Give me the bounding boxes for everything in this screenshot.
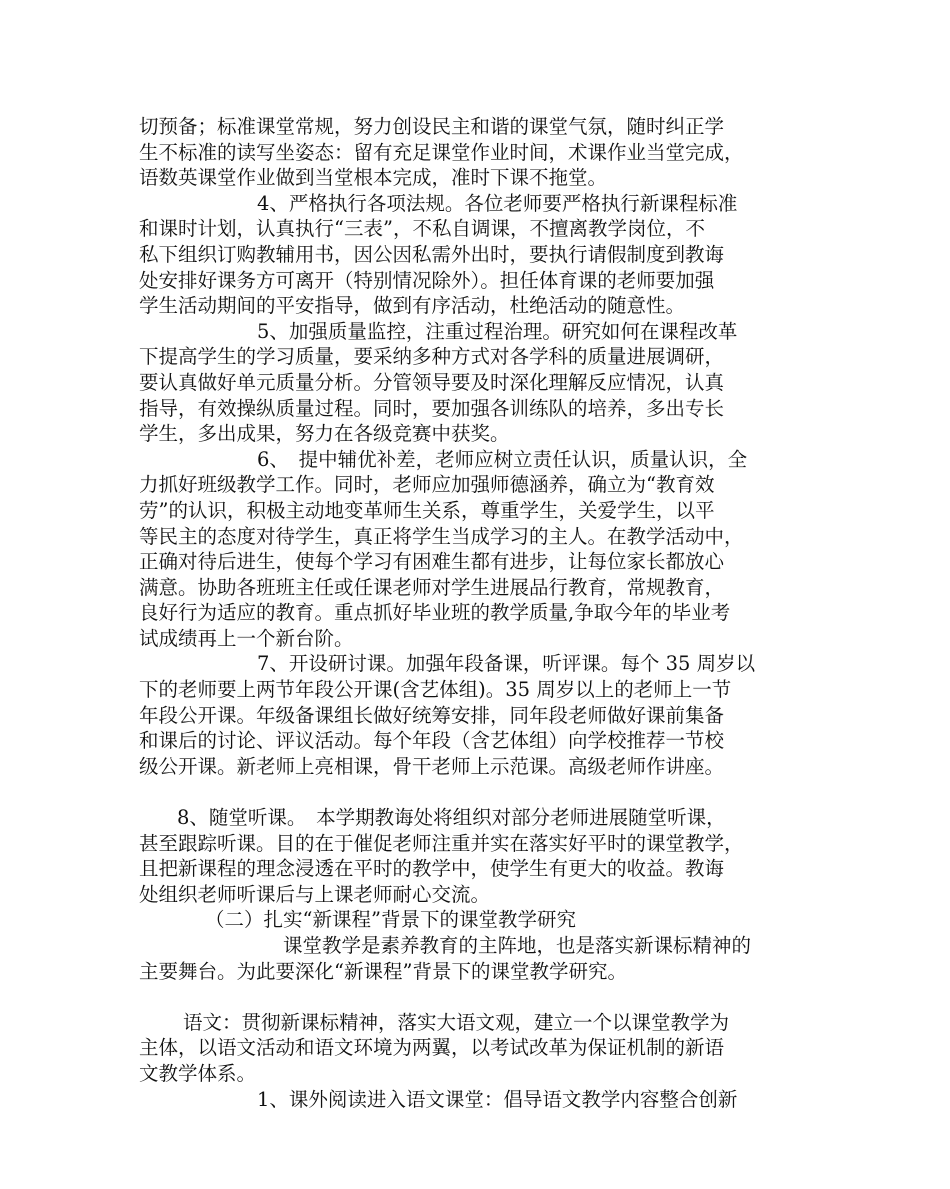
- text-line: 甚至跟踪听课。目的在于催促老师注重并实在落实好平时的课堂教学，: [139, 831, 744, 855]
- text-line: 学生活动期间的平安指导，做到有序活动，杜绝活动的随意性。: [139, 294, 686, 318]
- text-line: 主体，以语文活动和语文环境为两翼，以考试改革为保证机制的新语: [139, 1036, 725, 1060]
- text-line: 处安排好课务方可离开（特别情况除外）。担任体育课的老师要加强: [139, 268, 715, 292]
- text-line: 和课时计划，认真执行“三表”，不私自调课，不擅离教学岗位，不: [139, 217, 705, 241]
- text-line: 和课后的讨论、评议活动。每个年段（含艺体组）向学校推荐一节校: [139, 729, 725, 753]
- blank-line: [139, 779, 819, 805]
- text-line: 良好行为适应的教育。重点抓好毕业班的教学质量,争取今年的毕业考: [139, 601, 731, 625]
- text-line: 下的老师要上两节年段公开课(含艺体组)。35 周岁以上的老师上一节: [139, 678, 732, 702]
- text-line: 语数英课堂作业做到当堂根本完成，准时下课不拖堂。: [139, 166, 608, 190]
- text-line: 语文：贯彻新课标精神，落实大语文观，建立一个以课堂教学为: [183, 1010, 730, 1034]
- text-line: 学生，多出成果，努力在各级竞赛中获奖。: [139, 422, 510, 446]
- text-line: 生不标准的读写坐姿态：留有充足课堂作业时间，术课作业当堂完成，: [139, 140, 744, 164]
- text-line: 主要舞台。为此要深化“新课程”背景下的课堂教学研究。: [139, 959, 627, 983]
- blank-line: [139, 984, 819, 1010]
- text-line: 文教学体系。: [139, 1061, 257, 1085]
- text-line: 级公开课。新老师上亮相课，骨干老师上示范课。高级老师作讲座。: [139, 754, 725, 778]
- text-line: 指导，有效操纵质量过程。同时，要加强各训练队的培养，多出专长: [139, 396, 725, 420]
- text-line: （二）扎实“新课程”背景下的课堂教学研究: [205, 908, 576, 932]
- text-line: 试成绩再上一个新台阶。: [139, 626, 354, 650]
- text-line: 1、课外阅读进入语文课堂：倡导语文教学内容整合创新: [257, 1087, 738, 1111]
- text-line: 切预备；标准课堂常规，努力创设民主和谐的课堂气氛，随时纠正学: [139, 115, 725, 138]
- text-line: 下提高学生的学习质量，要采纳多种方式对各学科的质量进展调研，: [139, 345, 725, 369]
- text-line: 4、严格执行各项法规。各位老师要严格执行新课程标准: [257, 191, 738, 215]
- text-line: 私下组织订购教辅用书，因公因私需外出时，要执行请假制度到教诲: [139, 242, 725, 266]
- text-line: 满意。协助各班班主任或任课老师对学生进展品行教育，常规教育，: [139, 575, 725, 599]
- text-line: 要认真做好单元质量分析。分管领导要及时深化理解反应情况，认真: [139, 370, 725, 394]
- text-line: 7、开设研讨课。加强年段备课，听评课。每个 35 周岁以: [257, 652, 756, 676]
- text-line: 正确对待后进生，使每个学习有困难生都有进步，让每位家长都放心: [139, 550, 725, 574]
- text-line: 年段公开课。年级备课组长做好统筹安排，同年段老师做好课前集备: [139, 703, 725, 727]
- text-line: 等民主的态度对待学生，真正将学生当成学习的主人。在教学活动中，: [139, 524, 744, 548]
- text-line: 5、加强质量监控，注重过程治理。研究如何在课程改革: [257, 319, 738, 343]
- text-line: 力抓好班级教学工作。同时，老师应加强师德涵养，确立为“教育效: [139, 473, 715, 497]
- text-line: 劳”的认识，积极主动地变革师生关系，尊重学生，关爱学生，以平: [139, 498, 715, 522]
- document-body: [139, 114, 819, 1112]
- text-line: 课堂教学是素养教育的主阵地，也是落实新课标精神的: [283, 934, 752, 957]
- text-line: 且把新课程的理念浸透在平时的教学中，使学生有更大的收益。教诲: [139, 857, 725, 881]
- text-line: 处组织老师听课后与上课老师耐心交流。: [139, 882, 491, 906]
- text-line: 8、随堂听课。 本学期教诲处将组织对部分老师进展随堂听课，: [177, 806, 726, 830]
- text-line: 6、 提中辅优补差，老师应树立责任认识，质量认识，全: [257, 447, 748, 471]
